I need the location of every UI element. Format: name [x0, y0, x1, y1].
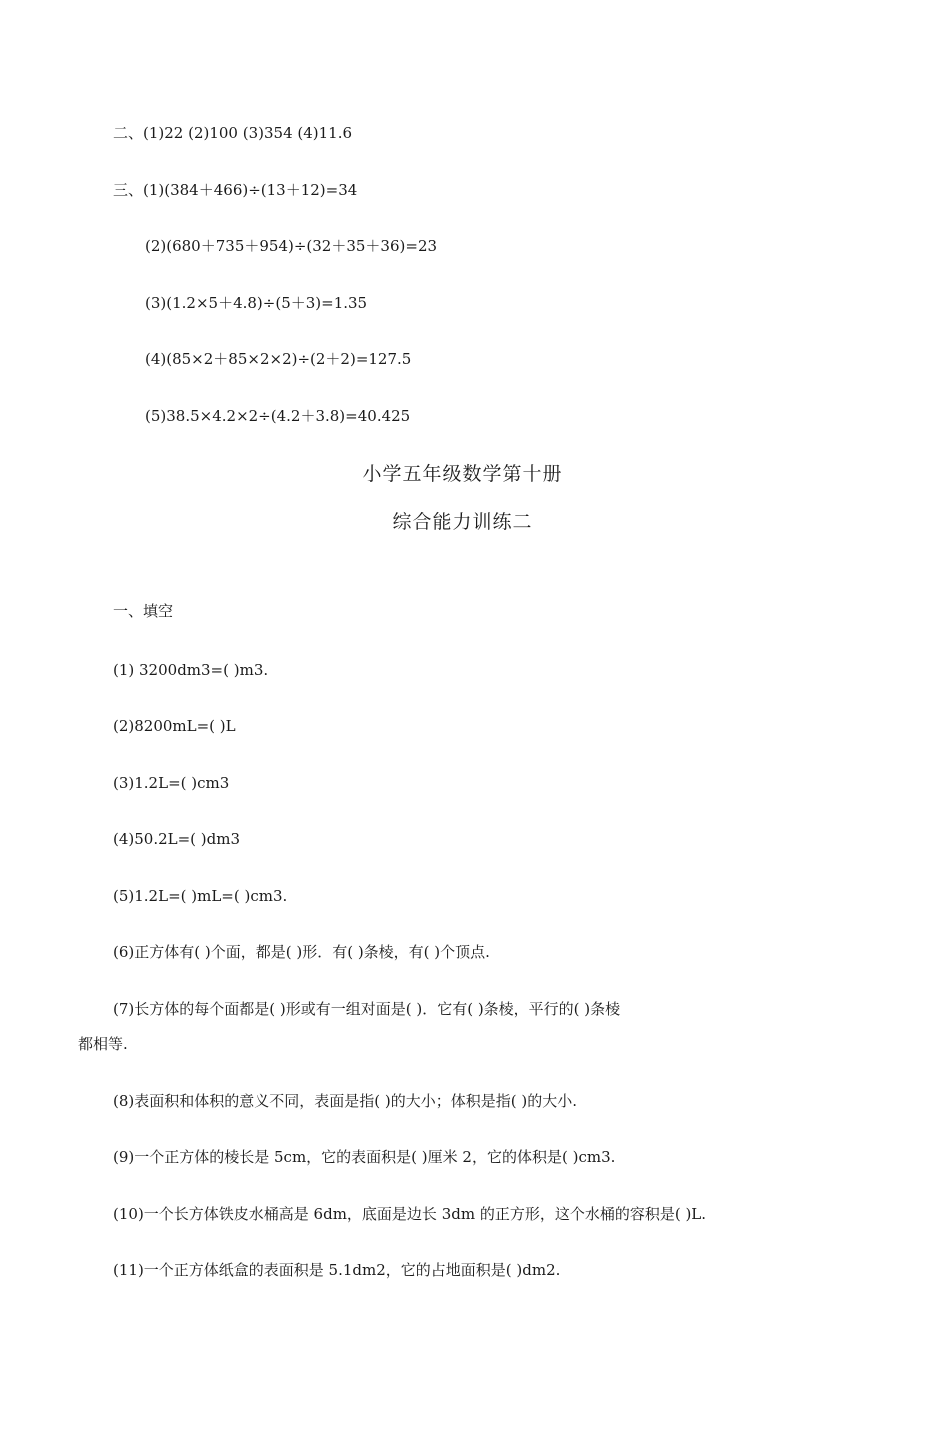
answers-part-3-line-1: 三、(1)(384＋466)÷(13＋12)=34: [113, 181, 358, 199]
question-1: (1) 3200dm3=( )m3.: [113, 661, 269, 679]
question-10: (10)一个长方体铁皮水桶高是 6dm，底面是边长 3dm 的正方形，这个水桶的容积是( )L.: [113, 1205, 707, 1223]
answers-part-3-line-5: (5)38.5×4.2×2÷(4.2＋3.8)=40.425: [145, 407, 411, 425]
section-heading-fill-in: 一、填空: [113, 602, 174, 620]
question-8: (8)表面积和体积的意义不同，表面是指( )的大小；体积是指( )的大小.: [113, 1092, 577, 1110]
question-5: (5)1.2L=( )mL=( )cm3.: [113, 887, 288, 905]
page-title: 小学五年级数学第十册: [362, 463, 563, 485]
question-3: (3)1.2L=( )cm3: [113, 774, 230, 792]
question-11: (11)一个正方体纸盒的表面积是 5.1dm2，它的占地面积是( )dm2.: [113, 1261, 561, 1279]
question-4: (4)50.2L=( )dm3: [113, 830, 241, 848]
question-7-line-2: 都相等.: [78, 1035, 128, 1053]
question-7-line-1: (7)长方体的每个面都是( )形或有一组对面是( )．它有( )条棱，平行的( )条棱: [113, 1000, 621, 1018]
answers-part-3-line-2: (2)(680＋735＋954)÷(32＋35＋36)=23: [145, 237, 438, 255]
question-6: (6)正方体有( )个面，都是( )形．有( )条棱，有( )个顶点.: [113, 943, 490, 961]
question-9: (9)一个正方体的棱长是 5cm，它的表面积是( )厘米 2，它的体积是( )cm3.: [113, 1148, 616, 1166]
answers-part-3-line-3: (3)(1.2×5＋4.8)÷(5＋3)=1.35: [145, 294, 368, 312]
question-2: (2)8200mL=( )L: [113, 717, 236, 735]
answers-part-2: 二、(1)22 (2)100 (3)354 (4)11.6: [113, 124, 353, 142]
page-subtitle: 综合能力训练二: [392, 511, 533, 533]
answers-part-3-line-4: (4)(85×2＋85×2×2)÷(2＋2)=127.5: [145, 350, 412, 368]
